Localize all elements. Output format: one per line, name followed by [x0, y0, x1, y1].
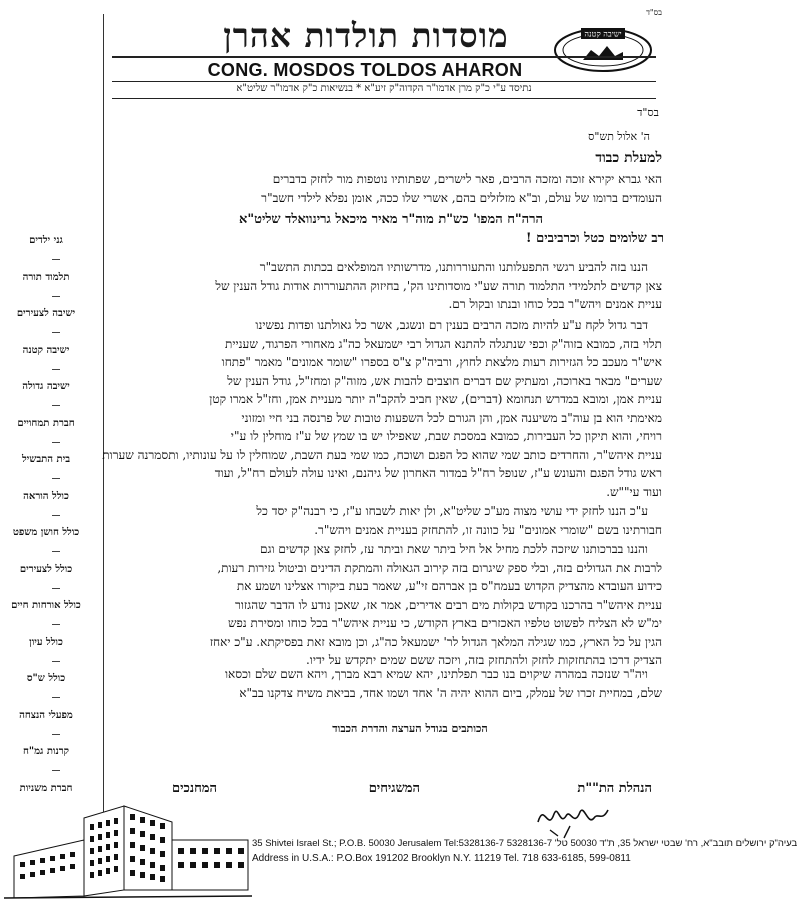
building-illustration-icon [4, 800, 252, 900]
sidebar-institution-item: חברת תמחויים [17, 417, 75, 429]
sidebar-institution-item: ישיבה קטנה [22, 344, 70, 356]
sidebar-separator [52, 661, 60, 662]
letter-line: לרבות את הגדולים בזה, ובלי ספק שיגרום בזה קירוב הגאולה והמתקת הדינים וביטול גזירות רעות, [217, 560, 662, 575]
letter-line: ע"כ הננו לחזק ידי עושי מצוה מע"כ שליט"א, ולן יאות לשבחו ע"ז, כי רבנה"ק יסד כל [256, 504, 648, 518]
letter-line: עניית אמן, ומובא במדרש תנחומא (דברים), שאין חביב להקב"ה יותר מעניית אמן, וחז"ל אמרו קטן [209, 392, 662, 406]
letter-line: ועוד עי""ש. [606, 484, 662, 499]
letter-paragraph [128, 540, 662, 670]
sidebar-separator [52, 442, 60, 443]
sidebar-separator [52, 697, 60, 698]
letter-line: חבורתינו בשם "שומרי אמונים" על כוונה זו, להתחזק בעניית אמנים ויהש"ר. [314, 522, 662, 537]
letter-line: והננו בברכותנו שיזכה ללכת מחיל אל חיל ביתר שאת וביתר עז, לחזק צאן קדשים וגם [260, 542, 648, 556]
sidebar-separator [52, 478, 60, 479]
organization-title-english: CONG. MOSDOS TOLDOS AHARON [207, 60, 523, 80]
sidebar-separator [52, 296, 60, 297]
letter-date: ה' אלול תש"ס [588, 130, 650, 143]
signature-title-middle: המשגיחים [368, 781, 420, 796]
logo-text: ישיבה קטנה [584, 29, 622, 39]
letter-line: שערים" מבאר בארוכה, ומעתיק שם דברים חוצבים להבות אש, מזוה"ק ומחז"ל, גודל הענין של [227, 373, 662, 388]
letter-salutation: רב שלומים כטל וכרביבים ! [525, 231, 664, 246]
letter-line: ימ"ש לא הצליח לפשוט טלפיו האכזרים בארץ הקודש, כי עניית איהש"ר בכל כוחו ומסירת נפש [228, 616, 662, 630]
sidebar-institution-item: בית התבשיל [21, 454, 71, 465]
letter-line: עניית איהש"ר בהרכנו בקודש בקולות מים רבים אדירים, אמר אז, שאכן נודע לו הדבר שהגזור [234, 597, 662, 612]
letter-line: מאימתי הוא בן עוה"ב משיענה אמן, והן הגורם לכל השפעות טובות של פרנסה בני חיי ומזוני [241, 410, 662, 425]
sidebar-institution-item: תלמוד תורה [22, 271, 70, 283]
sidebar-separator [52, 332, 60, 333]
letter-line: האי גברא יקירא זוכה ומזכה הרבים, פאר לישרים, שפתותיו נוטפות מור לחזק בדברים [272, 172, 662, 186]
organization-subtitle: נתיסד ע"י כ"ק מרן אדמו"ר הקדוה"ק זיע"א * בנשיאות כ"ק אדמו"ר שליט"א [236, 83, 532, 94]
letter-line: דבר גדול לקח ע"ע להיות מזכה הרבים בענין רם ונשגב, אשר כל גאולתנו ופדות נפשינו [255, 318, 648, 332]
sidebar-separator [52, 770, 60, 771]
organization-title-hebrew: מוסדות תולדות אהרן [223, 16, 509, 55]
sidebar-institution-item: כולל עיון [29, 636, 63, 648]
letter-intro [128, 170, 662, 207]
sidebar-separator [52, 515, 60, 516]
signature-title-right: הנהלת הת""ת [577, 781, 652, 796]
letter-line: שלם, במחיית זכרו של עמלק, ביום ההוא יהיה ה' אחד ושמו אחד, בביאת משיח צדקנו בב"א [239, 685, 662, 700]
footer-address-israel: 35 Shivtei Israel St.; P.O.B. 50030 Jerusalem Tel:5328136-7 בעיה"ק ירושלים תובב"א, רח' שבטי ישראל 35, ת"ד 50030 טל' 5328136-7 [252, 838, 797, 849]
sidebar-separator [52, 624, 60, 625]
letter-signoff: הכותבים בגודל הערצה והדרת הכבוד [332, 722, 488, 735]
sidebar-institution-item: כולל לצעירים [19, 563, 73, 575]
footer-address-usa: Address in U.S.A.: P.O.Box 191202 Brooklyn N.Y. 11219 Tel. 718 633-6185, 599-0811 [252, 853, 631, 864]
sidebar-institution-item: חברת משניות [19, 782, 73, 794]
header-bsd-mark: בס"ד [646, 8, 662, 17]
sidebar-institution-item: גני ילדים [29, 235, 63, 246]
handwritten-signature-icon [530, 792, 620, 842]
letter-line: איש"ר מעכב כל הגזירות רעות מלצאת לחוץ, ורביה"ק צ"ס בספרו "שומר אמונים" מאמר "פתחו [221, 355, 662, 369]
sidebar-separator [52, 588, 60, 589]
header-divider [112, 81, 656, 82]
letter-line: הגין על כל הארץ, כמו שגילה המלאך הגדול לר' ישמעאל כה"ג, וכן מובא זאת בפסיקתא. ע"כ יאחז [209, 634, 662, 649]
letter-line: עניית אמנים ויהש"ר בכל כוחו ובנתו ובקול רם. [448, 297, 662, 311]
sidebar-institution-item: כולל ש"ס [26, 673, 66, 684]
sidebar-divider [103, 14, 104, 834]
sidebar-institution-item: ישיבה לצעירים [16, 308, 76, 319]
letter-line: ויה"ר שנזכה במהרה שיקוים בנו כבר תפלתינו, יהא שמיא רבא מברך, ויהא השם שלם וכסאו [224, 667, 648, 681]
letter-line: הצדיק דרכו בהתחזקות לחזק ולהתחזק בזה, ויזכה ששם שמים יתקדש על ידיו. [305, 653, 662, 667]
letter-line: כידוע העובדא מהצדיק הקדוש בעמח"ס בן אברהם זי"ע, שאמר בעת ביקורו אצלינו ושמע את [236, 579, 662, 593]
signature-title-left: המחנכים [172, 781, 217, 796]
sidebar-institution-item: מפעלי הנצחה [19, 709, 73, 721]
letter-line: הננו בזה להביע רגשי התפעלותנו והתעוררותנו, מדרשותיו המופלאים בכתות התשב"ר [259, 260, 648, 274]
sidebar-separator [52, 369, 60, 370]
sidebar-institution-item: כולל הוראה [23, 490, 69, 502]
letter-paragraph [102, 316, 662, 501]
letter-line: צאן קדשים לתלמידי התלמוד תורה שע"י מוסדותינו הק', בחיזוק ההתעוררות אודות גודל הענין של [215, 278, 662, 293]
letter-line: עניית איהש"ר, והחרדים כותב שמי שהוא כל הפגם ושוכח, כמו שמי בעת השבת, שמוחלין לו על עונותיו, ותסמרנה שערות [102, 447, 662, 462]
sidebar-institution-item: קרנות גמ"ח [22, 746, 69, 757]
organization-logo-icon [553, 24, 653, 72]
letter-honoree: הרה"ח המפו' כש"ת מוה"ר מאיר מיכאל גרינוואלד שליט"א [238, 212, 544, 227]
sidebar-separator [52, 405, 60, 406]
header-divider [112, 98, 656, 99]
letter-bsd: בס"ד [637, 106, 659, 119]
sidebar-separator [52, 551, 60, 552]
letter-line: ראש גודל הפגם והעונש ע"ז, שנופל רח"ל במדור האחרון של גיהנם, ואינו עולה לעולם רח"ל, ועוד [214, 466, 662, 480]
letter-greeting: למעלת כבוד [595, 150, 662, 166]
letter-paragraph [128, 502, 662, 539]
header-divider [112, 56, 656, 58]
sidebar-institution-item: כולל אורחות חיים [11, 600, 81, 611]
letter-line: תלוי בזה, כמובא בזוה"ק וכפי שנתגלה להתנא הגדול רבי ישמעאל כה"ג מאחורי הפרגוד, שעניית [225, 336, 662, 351]
sidebar-separator [52, 259, 60, 260]
letter-paragraph [128, 258, 662, 314]
sidebar-separator [52, 734, 60, 735]
sidebar-institution-item: כולל חושן משפט [12, 527, 80, 538]
sidebar-institution-item: ישיבה גדולה [22, 381, 70, 392]
letter-line: רויחי, והוא תיקון כל העבירות, כמובא במסכת שבת, שאפילו יש בו שמץ של ע"ז מוחלין לו ע"י [230, 429, 662, 443]
letter-paragraph [128, 665, 662, 702]
letter-line: העומדים ברומו של עולם, וב"א מזלזלים בהם, אשרי שלו ככה, אומן נפלא לילדי חשב"ר [261, 190, 662, 205]
